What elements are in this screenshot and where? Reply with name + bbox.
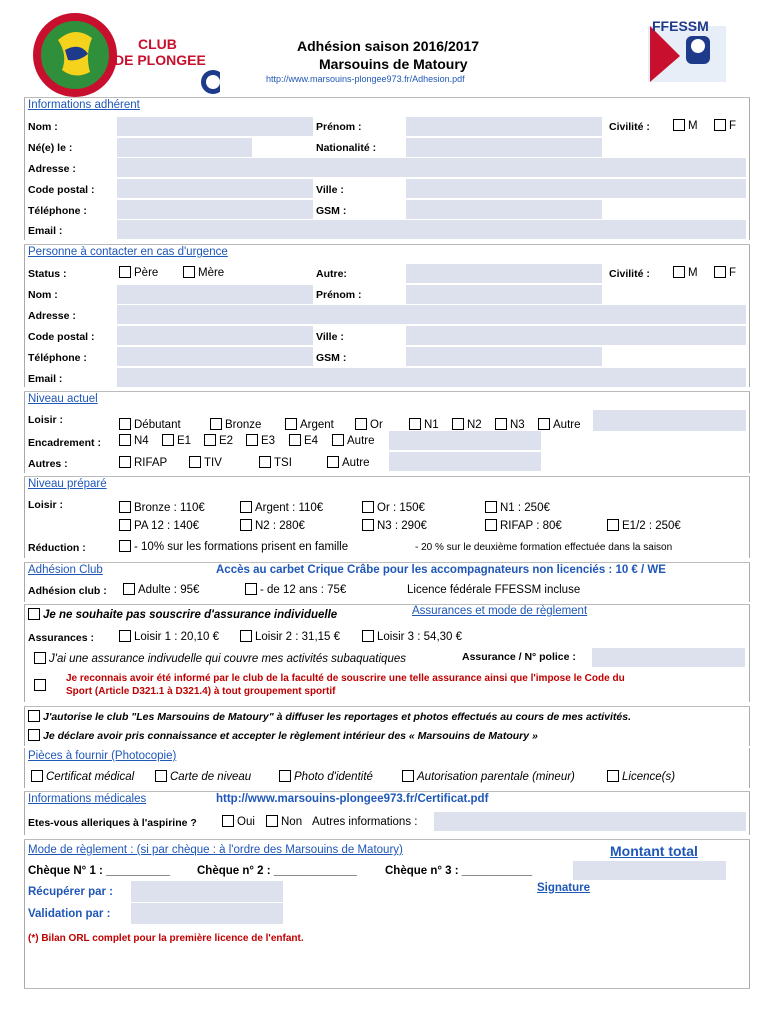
adherent-tel-label: Téléphone : bbox=[28, 205, 87, 217]
checkbox-icon[interactable] bbox=[34, 652, 46, 664]
reglement-cheque3[interactable]: Chèque n° 3 : ___________ bbox=[385, 865, 533, 877]
adhesion-url[interactable]: http://www.marsouins-plongee973.fr/Adhesion.pdf bbox=[266, 74, 465, 84]
urgence-cp-field[interactable] bbox=[117, 326, 313, 345]
pieces-section-title: Pièces à fournir (Photocopie) bbox=[28, 750, 177, 762]
checkbox-icon[interactable] bbox=[28, 729, 40, 741]
niveau-enc-autre-field[interactable] bbox=[389, 431, 541, 450]
checkbox-icon[interactable] bbox=[452, 418, 464, 430]
urgence-nom-field[interactable] bbox=[117, 285, 313, 304]
prepare-n2[interactable]: N2 : 280€ bbox=[240, 519, 305, 532]
prepare-bronze[interactable]: Bronze : 110€ bbox=[119, 501, 205, 514]
club-logo bbox=[30, 10, 220, 100]
assurance-label: Assurances : bbox=[28, 632, 94, 644]
checkbox-icon[interactable] bbox=[28, 710, 40, 722]
reglement-orl-note: (*) Bilan ORL complet pour la première licence de l'enfant. bbox=[28, 933, 304, 944]
checkbox-icon[interactable] bbox=[362, 519, 374, 531]
ffessm-logo bbox=[640, 16, 740, 86]
checkbox-icon[interactable] bbox=[240, 519, 252, 531]
niveau-autres-tsi[interactable]: TSI bbox=[259, 456, 292, 469]
urgence-gsm-label: GSM : bbox=[316, 352, 347, 364]
checkbox-icon[interactable] bbox=[240, 501, 252, 513]
niveau-loisir-label: Loisir : bbox=[28, 414, 64, 426]
niveau-autres-tiv[interactable]: TIV bbox=[189, 456, 222, 469]
urgence-email-field[interactable] bbox=[117, 368, 746, 387]
adherent-nom-field[interactable] bbox=[117, 117, 313, 136]
adherent-ville-field[interactable] bbox=[406, 179, 746, 198]
urgence-civilite-m[interactable]: M bbox=[673, 266, 698, 279]
adherent-naissance-field[interactable] bbox=[117, 138, 252, 157]
reglement-cheque2[interactable]: Chèque n° 2 : _____________ bbox=[197, 865, 357, 877]
niveau-loisir-or[interactable]: Or bbox=[355, 418, 383, 431]
niveau-enc-autre[interactable]: Autre bbox=[332, 434, 375, 447]
adherent-adresse-field[interactable] bbox=[117, 158, 746, 177]
adherent-naissance-label: Né(e) le : bbox=[28, 142, 73, 154]
prepare-loisir-label: Loisir : bbox=[28, 499, 64, 511]
niveau-loisir-debutant[interactable]: Débutant bbox=[119, 418, 181, 431]
checkbox-icon[interactable] bbox=[119, 434, 131, 446]
checkbox-icon[interactable] bbox=[538, 418, 550, 430]
niveau-loisir-autre-field[interactable] bbox=[593, 410, 746, 431]
adherent-civilite-m[interactable]: M bbox=[673, 119, 698, 132]
medical-autres-field[interactable] bbox=[434, 812, 746, 831]
checkbox-icon[interactable] bbox=[34, 679, 46, 691]
adherent-adresse-label: Adresse : bbox=[28, 163, 76, 175]
checkbox-icon[interactable] bbox=[714, 266, 726, 278]
medical-autres-label: Autres informations : bbox=[312, 816, 418, 828]
niveau-enc-e4[interactable]: E4 bbox=[289, 434, 318, 447]
assurance-loisir2[interactable]: Loisir 2 : 31,15 € bbox=[240, 630, 340, 643]
reglement-montant-field[interactable] bbox=[573, 861, 726, 880]
adherent-email-label: Email : bbox=[28, 225, 63, 237]
urgence-autre-field[interactable] bbox=[406, 264, 602, 283]
club-adulte[interactable]: Adulte : 95€ bbox=[123, 583, 199, 596]
assurance-reconnais-checkbox[interactable] bbox=[34, 679, 49, 692]
adherent-nom-label: Nom : bbox=[28, 121, 58, 133]
checkbox-icon[interactable] bbox=[362, 630, 374, 642]
urgence-gsm-field[interactable] bbox=[406, 347, 602, 366]
adherent-nationalite-field[interactable] bbox=[406, 138, 602, 157]
checkbox-icon[interactable] bbox=[246, 434, 258, 446]
checkbox-icon[interactable] bbox=[266, 815, 278, 827]
adherent-gsm-label: GSM : bbox=[316, 205, 347, 217]
checkbox-icon[interactable] bbox=[402, 770, 414, 782]
checkbox-icon[interactable] bbox=[155, 770, 167, 782]
checkbox-icon[interactable] bbox=[119, 501, 131, 513]
niveau-enc-e3[interactable]: E3 bbox=[246, 434, 275, 447]
urgence-ville-field[interactable] bbox=[406, 326, 746, 345]
club-section-title: Adhésion Club bbox=[28, 564, 103, 576]
club-logo-line1: CLUB bbox=[138, 36, 177, 52]
urgence-adresse-field[interactable] bbox=[117, 305, 746, 324]
autorisation-reglement[interactable]: Je déclare avoir pris connaissance et accepter le règlement intérieur des « Marsouins de Matoury » bbox=[28, 729, 538, 742]
prepare-rifap[interactable]: RIFAP : 80€ bbox=[485, 519, 562, 532]
urgence-tel-field[interactable] bbox=[117, 347, 313, 366]
urgence-civilite-label: Civilité : bbox=[609, 268, 650, 280]
checkbox-icon[interactable] bbox=[332, 434, 344, 446]
adherent-section-title: Informations adhérent bbox=[28, 99, 140, 111]
adherent-civilite-f[interactable]: F bbox=[714, 119, 736, 132]
niveau-autres-label: Autres : bbox=[28, 458, 68, 470]
checkbox-icon[interactable] bbox=[119, 418, 131, 430]
checkbox-icon[interactable] bbox=[285, 418, 297, 430]
prepare-reduction-deuxieme: - 20 % sur le deuxième formation effectuée dans la saison bbox=[415, 542, 673, 553]
adherent-prenom-label: Prénom : bbox=[316, 121, 362, 133]
assurance-reconnais-line2: Sport (Article D321.1 à D321.4) à tout groupement sportif bbox=[66, 686, 336, 697]
checkbox-icon[interactable] bbox=[245, 583, 257, 595]
checkbox-icon[interactable] bbox=[279, 770, 291, 782]
checkbox-icon[interactable] bbox=[240, 630, 252, 642]
urgence-section-title: Personne à contacter en cas d'urgence bbox=[28, 246, 228, 258]
checkbox-icon[interactable] bbox=[119, 630, 131, 642]
urgence-civilite-f[interactable]: F bbox=[714, 266, 736, 279]
checkbox-icon[interactable] bbox=[119, 519, 131, 531]
urgence-status-mere[interactable]: Mère bbox=[183, 266, 224, 279]
checkbox-icon[interactable] bbox=[673, 266, 685, 278]
urgence-adresse-label: Adresse : bbox=[28, 310, 76, 322]
club-logo-line2: DE PLONGEE bbox=[114, 52, 206, 68]
urgence-status-label: Status : bbox=[28, 268, 67, 280]
urgence-tel-label: Téléphone : bbox=[28, 352, 87, 364]
niveau-autres-autre-field[interactable] bbox=[389, 452, 541, 471]
checkbox-icon[interactable] bbox=[607, 770, 619, 782]
prepare-section-title: Niveau préparé bbox=[28, 478, 107, 490]
medical-certificat-url[interactable]: http://www.marsouins-plongee973.fr/Certificat.pdf bbox=[216, 793, 489, 805]
club-carbet-info: Accès au carbet Crique Crâbe pour les accompagnateurs non licenciés : 10 € / WE bbox=[216, 564, 666, 576]
ffessm-logo-text: FFESSM bbox=[652, 18, 709, 34]
niveau-autres-rifap[interactable]: RIFAP bbox=[119, 456, 167, 469]
checkbox-icon[interactable] bbox=[485, 501, 497, 513]
urgence-cp-label: Code postal : bbox=[28, 331, 95, 343]
checkbox-icon[interactable] bbox=[327, 456, 339, 468]
reglement-recuperer-field[interactable] bbox=[131, 881, 283, 902]
medical-allergie-oui[interactable]: Oui bbox=[222, 815, 255, 828]
club-moins12[interactable]: - de 12 ans : 75€ bbox=[245, 583, 346, 596]
reglement-cheque1[interactable]: Chèque N° 1 : __________ bbox=[28, 865, 171, 877]
adherent-cp-field[interactable] bbox=[117, 179, 313, 198]
adherent-gsm-field[interactable] bbox=[406, 200, 602, 219]
checkbox-icon[interactable] bbox=[409, 418, 421, 430]
adherent-tel-field[interactable] bbox=[117, 200, 313, 219]
reglement-signature-label: Signature bbox=[537, 882, 591, 894]
checkbox-icon[interactable] bbox=[119, 266, 131, 278]
assurance-loisir1[interactable]: Loisir 1 : 20,10 € bbox=[119, 630, 219, 643]
adherent-cp-label: Code postal : bbox=[28, 184, 95, 196]
prepare-or[interactable]: Or : 150€ bbox=[362, 501, 425, 514]
medical-allergie-label: Etes-vous alleriques à l'aspirine ? bbox=[28, 817, 197, 829]
urgence-autre-label: Autre: bbox=[316, 268, 347, 280]
checkbox-icon[interactable] bbox=[189, 456, 201, 468]
prepare-e12[interactable]: E1/2 : 250€ bbox=[607, 519, 681, 532]
niveau-loisir-n3[interactable]: N3 bbox=[495, 418, 525, 431]
reglement-validation-label: Validation par : bbox=[28, 908, 111, 920]
niveau-autres-autre[interactable]: Autre bbox=[327, 456, 370, 469]
niveau-loisir-argent[interactable]: Argent bbox=[285, 418, 334, 431]
club-adhesion-label: Adhésion club : bbox=[28, 585, 107, 597]
adherent-email-field[interactable] bbox=[117, 220, 746, 239]
assurance-police-label: Assurance / N° police : bbox=[462, 651, 576, 663]
assurance-section-title: Assurances et mode de règlement bbox=[412, 605, 588, 617]
checkbox-icon[interactable] bbox=[222, 815, 234, 827]
reglement-montant-total: Montant total bbox=[610, 843, 698, 859]
piece-autorisation-parentale[interactable]: Autorisation parentale (mineur) bbox=[402, 770, 575, 783]
niveau-enc-e1[interactable]: E1 bbox=[162, 434, 191, 447]
page-subtitle: Marsouins de Matoury bbox=[319, 56, 468, 72]
prepare-reduction-label: Réduction : bbox=[28, 542, 86, 554]
prepare-pa12[interactable]: PA 12 : 140€ bbox=[119, 519, 199, 532]
assurance-individuelle[interactable]: J'ai une assurance indivudelle qui couvre mes activités subaquatiques bbox=[34, 652, 406, 665]
reglement-section-title: Mode de règlement : (si par chèque : à l'ordre des Marsouins de Matoury) bbox=[28, 844, 403, 856]
niveau-section-title: Niveau actuel bbox=[28, 393, 98, 405]
prepare-n1[interactable]: N1 : 250€ bbox=[485, 501, 550, 514]
checkbox-icon[interactable] bbox=[183, 266, 195, 278]
checkbox-icon[interactable] bbox=[123, 583, 135, 595]
assurance-loisir3[interactable]: Loisir 3 : 54,30 € bbox=[362, 630, 462, 643]
niveau-enc-n4[interactable]: N4 bbox=[119, 434, 149, 447]
piece-carte-niveau[interactable]: Carte de niveau bbox=[155, 770, 251, 783]
adherent-ville-label: Ville : bbox=[316, 184, 344, 196]
checkbox-icon[interactable] bbox=[119, 456, 131, 468]
page-title: Adhésion saison 2016/2017 bbox=[297, 38, 480, 54]
niveau-enc-e2[interactable]: E2 bbox=[204, 434, 233, 447]
checkbox-icon[interactable] bbox=[31, 770, 43, 782]
reglement-validation-field[interactable] bbox=[131, 903, 283, 924]
club-licence-info: Licence fédérale FFESSM incluse bbox=[407, 584, 581, 596]
adherent-prenom-field[interactable] bbox=[406, 117, 602, 136]
assurance-police-field[interactable] bbox=[592, 648, 745, 667]
medical-section-title: Informations médicales bbox=[28, 793, 147, 805]
medical-allergie-non[interactable]: Non bbox=[266, 815, 302, 828]
adherent-nationalite-label: Nationalité : bbox=[316, 142, 377, 154]
checkbox-icon[interactable] bbox=[28, 608, 40, 620]
assurance-reconnais-line1: Je reconnais avoir été informé par le club de la faculté de souscrire une telle assurance ainsi que l'impose le Code du bbox=[66, 673, 625, 684]
checkbox-icon[interactable] bbox=[289, 434, 301, 446]
checkbox-icon[interactable] bbox=[210, 418, 222, 430]
checkbox-icon[interactable] bbox=[714, 119, 726, 131]
urgence-ville-label: Ville : bbox=[316, 331, 344, 343]
assurance-no[interactable]: Je ne souhaite pas souscrire d'assurance individuelle bbox=[28, 608, 337, 621]
checkbox-icon[interactable] bbox=[204, 434, 216, 446]
prepare-reduction-famille[interactable]: - 10% sur les formations prisent en famille bbox=[119, 540, 348, 553]
niveau-loisir-n2[interactable]: N2 bbox=[452, 418, 482, 431]
checkbox-icon[interactable] bbox=[119, 540, 131, 552]
autorisation-diffusion[interactable]: J'autorise le club "Les Marsouins de Matoury" à diffuser les reportages et photos effectués au cours de mes activités. bbox=[28, 710, 631, 723]
piece-certificat[interactable]: Certificat médical bbox=[31, 770, 134, 783]
urgence-prenom-label: Prénom : bbox=[316, 289, 362, 301]
adherent-civilite-label: Civilité : bbox=[609, 121, 650, 133]
piece-licence[interactable]: Licence(s) bbox=[607, 770, 675, 783]
prepare-argent[interactable]: Argent : 110€ bbox=[240, 501, 323, 514]
checkbox-icon[interactable] bbox=[485, 519, 497, 531]
checkbox-icon[interactable] bbox=[362, 501, 374, 513]
niveau-loisir-n1[interactable]: N1 bbox=[409, 418, 439, 431]
urgence-status-pere[interactable]: Père bbox=[119, 266, 158, 279]
niveau-encadrement-label: Encadrement : bbox=[28, 437, 101, 449]
prepare-n3[interactable]: N3 : 290€ bbox=[362, 519, 427, 532]
checkbox-icon[interactable] bbox=[259, 456, 271, 468]
piece-photo[interactable]: Photo d'identité bbox=[279, 770, 373, 783]
urgence-nom-label: Nom : bbox=[28, 289, 58, 301]
checkbox-icon[interactable] bbox=[355, 418, 367, 430]
checkbox-icon[interactable] bbox=[607, 519, 619, 531]
checkbox-icon[interactable] bbox=[673, 119, 685, 131]
niveau-loisir-autre[interactable]: Autre bbox=[538, 418, 581, 431]
niveau-loisir-bronze[interactable]: Bronze bbox=[210, 418, 261, 431]
checkbox-icon[interactable] bbox=[495, 418, 507, 430]
urgence-prenom-field[interactable] bbox=[406, 285, 602, 304]
checkbox-icon[interactable] bbox=[162, 434, 174, 446]
urgence-email-label: Email : bbox=[28, 373, 63, 385]
reglement-recuperer-label: Récupérer par : bbox=[28, 886, 114, 898]
